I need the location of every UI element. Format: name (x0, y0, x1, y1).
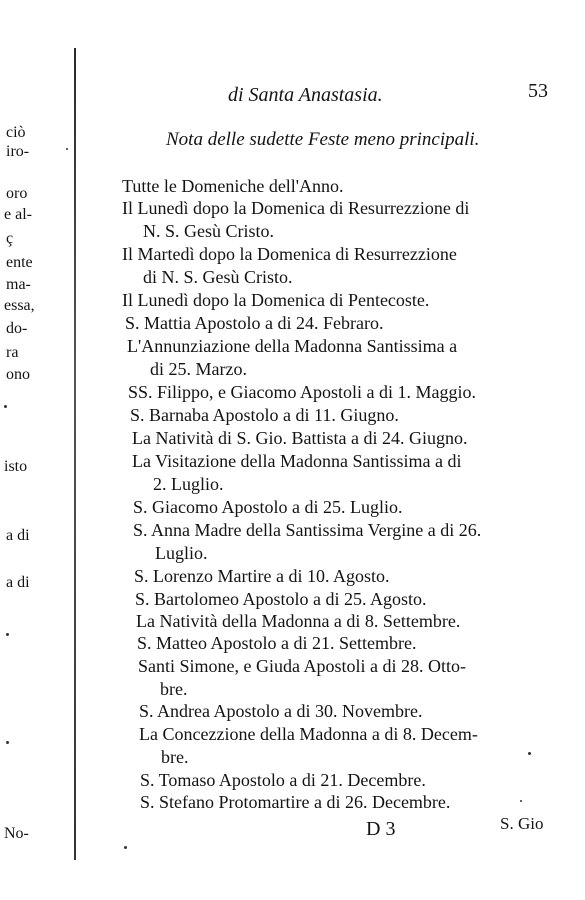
feast-entry-line: La Concezzione della Madonna a di 8. Decem- (139, 724, 478, 744)
feast-entry-line: S. Barnaba Apostolo a di 11. Giugno. (130, 405, 399, 425)
feast-entry-line: di 25. Marzo. (150, 359, 247, 379)
prev-page-fragment: ente (6, 254, 33, 271)
prev-page-fragment: ciò (6, 124, 26, 141)
prev-page-fragment: iro- (6, 143, 30, 160)
prev-page-fragment: do- (6, 320, 28, 337)
prev-page-fragment: a di (6, 574, 30, 591)
feast-entry-line: S. Anna Madre della Santissima Vergine a di 26. (133, 520, 482, 540)
feast-entry-line: S. Giacomo Apostolo a di 25. Luglio. (133, 497, 403, 517)
feast-entry-line: bre. (161, 747, 189, 767)
feast-entry-line: N. S. Gesù Cristo. (143, 221, 275, 241)
ink-speck (6, 741, 9, 744)
feast-entry-line: 2. Luglio. (153, 474, 224, 494)
feast-entry-line: S. Mattia Apostolo a di 24. Febraro. (125, 313, 384, 333)
feast-entry-line: Il Lunedì dopo la Domenica di Resurrezzione di (122, 198, 470, 218)
feast-entry-line: S. Andrea Apostolo a di 30. Novembre. (139, 701, 423, 721)
ink-speck (124, 846, 127, 849)
prev-page-fragment: ono (6, 366, 30, 383)
running-head: di Santa Anastasia. (228, 84, 383, 106)
ink-speck (520, 800, 522, 802)
prev-page-fragment: isto (4, 458, 28, 475)
feast-entry-line: S. Stefano Protomartire a di 26. Decembre. (140, 792, 451, 812)
prev-page-fragment: essa, (4, 297, 35, 314)
feast-entry-line: Santi Simone, e Giuda Apostoli a di 28. Otto- (138, 656, 466, 676)
feast-entry-line: Tutte le Domeniche dell'Anno. (122, 176, 344, 196)
feast-entry-line: La Visitazione della Madonna Santissima a di (132, 451, 462, 471)
feast-entry-line: S. Bartolomeo Apostolo a di 25. Agosto. (135, 589, 427, 609)
ink-speck (66, 148, 68, 150)
prev-page-fragment: ra (6, 344, 19, 361)
ink-speck (6, 633, 9, 636)
feast-entry-line: La Natività di S. Gio. Battista a di 24. Giugno. (132, 428, 468, 448)
feast-entry-line: Il Martedì dopo la Domenica di Resurrezzione (122, 244, 457, 264)
feast-entry-line: S. Tomaso Apostolo a di 21. Decembre. (140, 770, 426, 790)
feast-entry-line: Luglio. (155, 543, 208, 563)
feast-entry-line: L'Annunziazione della Madonna Santissima a (127, 336, 458, 356)
ink-speck (528, 752, 531, 755)
prev-page-fragment: a di (6, 527, 30, 544)
prev-page-fragment: e al- (4, 206, 32, 223)
prev-page-fragment: ç (6, 230, 14, 247)
page-number: 53 (528, 80, 548, 102)
feast-entry-line: Il Lunedì dopo la Domenica di Pentecoste. (122, 290, 430, 310)
catchword: S. Gio (500, 814, 544, 833)
prev-page-fragment: oro (6, 185, 28, 202)
feast-entry-line: S. Lorenzo Martire a di 10. Agosto. (134, 566, 390, 586)
ink-speck (4, 405, 7, 408)
prev-page-fragment: ma- (6, 276, 31, 293)
prev-page-fragment: No- (4, 825, 29, 842)
section-title: Nota delle sudette Feste meno principali. (166, 129, 480, 150)
feast-entry-line: S. Matteo Apostolo a di 21. Settembre. (137, 633, 417, 653)
feast-entry-line: La Natività della Madonna a di 8. Settembre. (136, 611, 461, 631)
page-fold-line (74, 48, 76, 860)
signature-mark: D 3 (366, 818, 396, 840)
feast-entry-line: di N. S. Gesù Cristo. (143, 267, 293, 287)
feast-entry-line: SS. Filippo, e Giacomo Apostoli a di 1. Maggio. (128, 382, 477, 402)
feast-entry-line: bre. (160, 679, 188, 699)
